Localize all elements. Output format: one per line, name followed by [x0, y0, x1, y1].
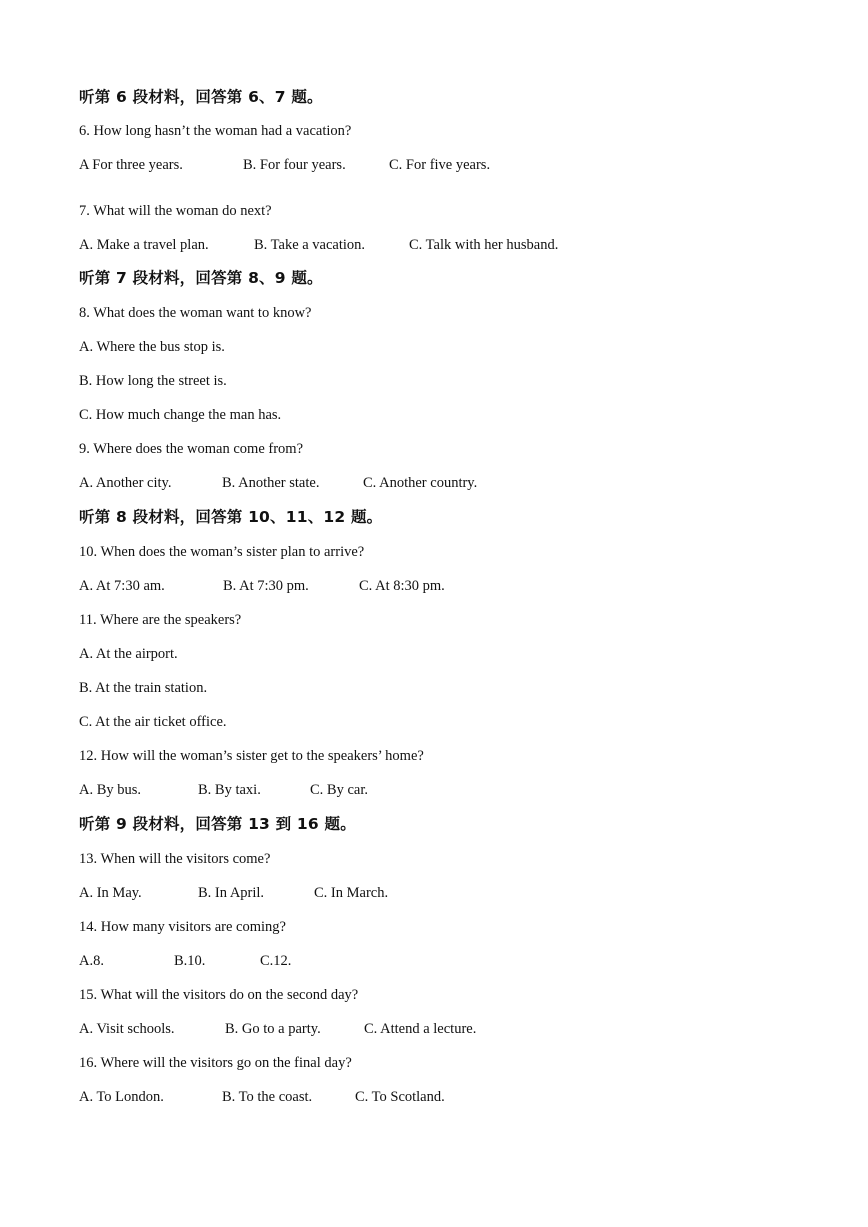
question-stem: 6. How long hasn’t the woman had a vacation?	[79, 123, 352, 139]
option-a: A. Make a travel plan.	[79, 237, 209, 253]
option-c: C. In March.	[314, 885, 389, 901]
question-stem: 7. What will the woman do next?	[79, 203, 272, 219]
option-b: B. In April.	[198, 885, 265, 901]
option-a: A. Another city.	[79, 475, 172, 491]
option-b: B.10.	[174, 953, 206, 969]
question-stem: 13. When will the visitors come?	[79, 851, 271, 867]
question-stem: 15. What will the visitors do on the second day?	[79, 987, 359, 1003]
option-c: C. Attend a lecture.	[364, 1021, 477, 1037]
option-a: A.8.	[79, 953, 104, 969]
option-b: B. Go to a party.	[225, 1021, 321, 1037]
option-a: A. By bus.	[79, 782, 142, 798]
option-a: A. To London.	[79, 1089, 164, 1105]
question-stem: 12. How will the woman’s sister get to the speakers’ home?	[79, 748, 424, 764]
option-b: B. By taxi.	[198, 782, 261, 798]
answer-option: B. How long the street is.	[79, 373, 227, 389]
question-stem: 8. What does the woman want to know?	[79, 305, 312, 321]
question-stem: 10. When does the woman’s sister plan to arrive?	[79, 544, 365, 560]
option-c: C. By car.	[310, 782, 368, 798]
option-a: A For three years.	[79, 157, 183, 173]
answer-option: C. At the air ticket office.	[79, 714, 227, 730]
option-c: C. For five years.	[389, 157, 491, 173]
answer-option: A. At the airport.	[79, 646, 178, 662]
option-a: A. Visit schools.	[79, 1021, 175, 1037]
question-stem: 9. Where does the woman come from?	[79, 441, 303, 457]
option-c: C. Talk with her husband.	[409, 237, 559, 253]
option-c: C. To Scotland.	[355, 1089, 445, 1105]
question-stem: 14. How many visitors are coming?	[79, 919, 286, 935]
answer-option: B. At the train station.	[79, 680, 208, 696]
option-b: B. At 7:30 pm.	[223, 578, 309, 594]
option-c: C. Another country.	[363, 475, 478, 491]
option-b: B. For four years.	[243, 157, 346, 173]
option-c: C. At 8:30 pm.	[359, 578, 445, 594]
option-b: B. To the coast.	[222, 1089, 313, 1105]
answer-option: C. How much change the man has.	[79, 407, 282, 423]
option-a: A. At 7:30 am.	[79, 578, 165, 594]
section-heading: 听第 7 段材料，回答第 8、9 题。	[79, 269, 323, 287]
question-stem: 11. Where are the speakers?	[79, 612, 242, 628]
section-heading: 听第 6 段材料，回答第 6、7 题。	[79, 88, 323, 106]
option-c: C.12.	[260, 953, 292, 969]
answer-option: A. Where the bus stop is.	[79, 339, 225, 355]
option-b: B. Another state.	[222, 475, 320, 491]
question-stem: 16. Where will the visitors go on the final day?	[79, 1055, 352, 1071]
section-heading: 听第 8 段材料，回答第 10、11、12 题。	[79, 508, 383, 526]
section-heading: 听第 9 段材料，回答第 13 到 16 题。	[79, 815, 356, 833]
option-a: A. In May.	[79, 885, 142, 901]
option-b: B. Take a vacation.	[254, 237, 366, 253]
